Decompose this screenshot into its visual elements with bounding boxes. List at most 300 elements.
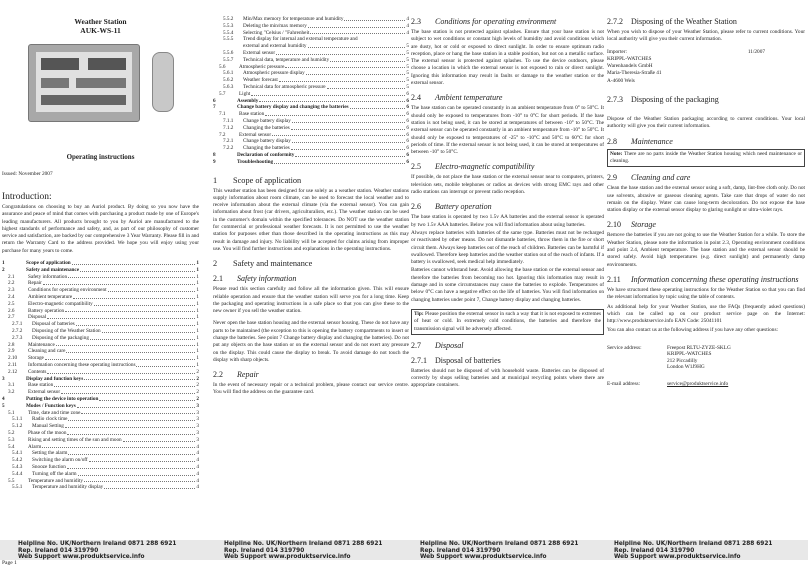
toc-number: 2.10	[8, 355, 18, 362]
toc-number: 2.1	[8, 273, 15, 280]
toc-page: 6	[406, 151, 409, 158]
toc-page: 6	[406, 124, 409, 131]
subsection-heading: 2.2 Repair	[213, 370, 259, 380]
paragraph: The base station is operated by two 1.5v AA batteries and the external sensor is operated by two 1.5v AAA batteries. Below you will find information about using batteries.	[411, 214, 604, 228]
toc-page: 4	[196, 477, 199, 484]
toc-leader	[61, 389, 195, 394]
address-line: Freepost RLTU-ZYZE-SKLG	[667, 344, 731, 351]
toc-leader	[68, 450, 195, 455]
toc-number: 5.2	[8, 430, 15, 436]
toc-label: Conditions for operating environment	[28, 287, 107, 294]
column-1	[2, 0, 199, 491]
toc-label: Troubleshooting	[237, 158, 274, 165]
column-4	[607, 0, 805, 387]
toc-leader	[104, 484, 195, 489]
toc-label: Disposing of the packaging	[32, 334, 89, 341]
toc-number: 5.5.1	[12, 484, 23, 491]
toc-label: Battery operation	[28, 307, 65, 314]
scope-text: This weather station has been designed for use solely as a weather station. Weather stations supply information about room climate, can be used to forecast the local weather and to receive information about the external climate (via the external sensor). You can gain information about frost (car drivers, agriculturalists, etc.). The weather station can be used in the customer's domain within the specified tolerances. Do NOT use the weather station for commercial or professional weather forecasts. It is not permitted to use the weather station for purposes other than those described in the operating instructions as this may result in damage and injury. No liability will be accepted for claims arising from improper use. You will find further instructions and explanations in the operating instructions.	[213, 187, 409, 252]
toc-page: 3	[196, 423, 199, 430]
toc-leader	[344, 16, 405, 21]
toc-number: 7	[213, 104, 216, 111]
toc-number: 5.4.4	[12, 470, 23, 477]
service-address: Service address: Freepost RLTU-ZYZE-SKLG KRIPPL-WATCHES 212 Piccadilly London W1J9HG	[607, 344, 731, 371]
toc-label: Setting the alarm	[32, 450, 68, 457]
intro-heading: Introduction:	[2, 192, 52, 202]
toc-label: Manual Setting	[32, 423, 64, 430]
toc-leader	[285, 64, 405, 69]
subsection-heading: 2.9 Cleaning and care	[607, 173, 691, 183]
toc-entry[interactable]	[213, 125, 409, 132]
toc-leader	[42, 444, 195, 449]
toc-number: 2.3	[8, 287, 15, 294]
toc-number: 5.1.2	[12, 423, 23, 430]
toc-leader	[84, 376, 195, 381]
toc-number: 1	[2, 260, 5, 267]
toc-leader	[78, 471, 196, 476]
toc-entry[interactable]	[2, 369, 199, 376]
toc-entry[interactable]	[2, 260, 199, 267]
toc-leader	[67, 464, 196, 469]
toc-page: 4	[406, 29, 409, 36]
toc-label: Repair	[28, 280, 42, 287]
subsection-heading: 2.6 Battery operation	[411, 202, 492, 212]
toc-entry[interactable]	[2, 410, 199, 417]
toc-leader	[67, 430, 195, 435]
toc-entry[interactable]	[2, 308, 199, 315]
toc-page: 1	[196, 362, 199, 369]
toc-number: 3	[2, 375, 5, 382]
toc-page: 5	[406, 56, 409, 63]
address-line: KRIPPL-WATCHES	[667, 351, 712, 358]
toc-number: 5.6.3	[223, 83, 234, 90]
address-line: A-4600 Wels	[607, 77, 635, 84]
toc-leader	[72, 260, 196, 265]
toc-label: Light	[239, 90, 251, 97]
toc-label: Declaration of conformity	[237, 151, 295, 158]
toc-entry[interactable]	[213, 104, 409, 111]
toc-number: 5.5.5	[223, 36, 234, 43]
toc-page: 1	[196, 314, 199, 321]
footer-block: Helpline No. UK/Northern Ireland 0871 288 6921 Rep. Ireland 014 319790 Web Support www.produktservice.info	[224, 541, 383, 560]
toc-leader	[123, 437, 196, 442]
toc-number: 7.1	[219, 111, 226, 118]
page-number: Page 1	[2, 560, 17, 566]
toc-number: 7.2.2	[223, 145, 234, 152]
toc-number: 5.5	[8, 477, 15, 484]
toc-page: 3	[196, 409, 199, 416]
toc-label: Information concerning these operating instructions	[28, 362, 136, 369]
toc-page: 1	[196, 341, 199, 348]
toc-leader	[292, 138, 406, 143]
toc-label: Storage	[28, 355, 44, 362]
toc-entry[interactable]	[213, 152, 409, 159]
toc-leader	[47, 369, 195, 374]
toc-number: 5.5.3	[223, 22, 234, 29]
toc-label: Atmospheric pressure	[239, 63, 285, 70]
base-station-image	[28, 44, 140, 122]
toc-leader	[68, 416, 195, 421]
toc-number: 2.4	[8, 294, 15, 301]
toc-entry[interactable]	[2, 457, 199, 464]
subsection-heading: 2.7.2 Disposing of the Weather Station	[607, 17, 737, 26]
toc-entry[interactable]	[213, 57, 409, 64]
toc-page: 1	[196, 348, 199, 355]
toc-page: 6	[406, 138, 409, 145]
toc-entry[interactable]	[213, 145, 409, 152]
toc-page: 5	[406, 63, 409, 70]
toc-leader	[77, 403, 196, 408]
note-box: Note: There are no parts inside the Weather Station housing which need maintenance or cleaning.	[607, 149, 805, 168]
toc-entry[interactable]	[2, 287, 199, 294]
toc-leader	[274, 159, 405, 164]
table-of-contents-continued	[213, 16, 409, 166]
toc-label: Base station	[28, 382, 54, 389]
toc-label: Alarm	[28, 443, 42, 450]
toc-number: 4	[2, 396, 5, 403]
toc-entry[interactable]	[213, 77, 409, 84]
toc-label: Cleaning and care	[28, 348, 66, 355]
toc-page: 3	[196, 436, 199, 443]
toc-leader	[89, 457, 196, 462]
paragraph: In the event of necessary repair or a technical problem, please contact our service centre. You will find the address on the guarantee card.	[213, 382, 409, 396]
footer-bar	[0, 540, 808, 560]
toc-leader	[292, 118, 406, 123]
toc-number: 5.4.1	[12, 450, 23, 457]
paragraph: Dispose of the Weather Station packaging according to current conditions. Your local authority will give you their current information.	[607, 116, 805, 130]
toc-page: 6	[406, 145, 409, 152]
toc-leader	[54, 382, 195, 387]
table-of-contents	[2, 260, 199, 491]
toc-leader	[73, 294, 195, 299]
toc-entry[interactable]	[2, 342, 199, 349]
toc-number: 2.2	[8, 280, 15, 287]
toc-number: 7.2	[219, 131, 226, 138]
toc-number: 2	[2, 266, 5, 273]
toc-label: Change battery display and changing the batteries	[237, 104, 349, 111]
toc-entry[interactable]	[2, 416, 199, 423]
toc-label: External sensor	[243, 49, 276, 56]
address-line: Warenhandels GmbH	[607, 63, 653, 70]
toc-label: Temperature and humidity display	[32, 484, 104, 491]
toc-leader	[65, 423, 196, 428]
tip-box: Tip: Please position the external sensor in such a way that it is not exposed to extremes of heat or cold. In extremely cold conditions, the batteries and therefore the transmission signal will be adversely affected.	[411, 309, 604, 335]
column-3	[411, 0, 604, 395]
toc-number: 2.12	[8, 368, 18, 375]
toc-entry[interactable]	[2, 396, 199, 403]
toc-label: Disposal	[28, 314, 47, 321]
section-heading: 1 Scope of application	[213, 175, 302, 185]
toc-label: Ambient temperature	[28, 294, 73, 301]
web-support-link[interactable]: Web Support www.produktservice.info	[614, 554, 741, 560]
toc-page: 5	[406, 43, 409, 50]
toc-page: 1	[196, 328, 199, 335]
paragraph: As additional help for your Weather Station, use the FAQs (frequently asked questions) which can be called up on our product service page on the Internet: http://www.produktservice.info EAN Code: 25041101	[607, 303, 805, 325]
subsection-heading: 2.4 Ambient temperature	[411, 93, 503, 103]
toc-label: Contents	[28, 368, 47, 375]
toc-leader	[295, 152, 405, 157]
toc-number: 5.4.2	[12, 457, 23, 464]
toc-entry[interactable]	[2, 437, 199, 444]
web-support-link[interactable]: Web Support www.produktservice.info	[224, 554, 351, 560]
toc-entry[interactable]	[213, 111, 409, 118]
toc-number: 5.5.6	[223, 49, 234, 56]
toc-number: 2.11	[8, 362, 17, 369]
toc-label: Scope of application	[26, 260, 71, 267]
toc-page: 4	[196, 450, 199, 457]
toc-entry[interactable]	[2, 294, 199, 301]
toc-page: 2	[196, 389, 199, 396]
toc-label: External sensor	[239, 131, 272, 138]
paragraph: Clean the base station and the external sensor using a soft, damp, lint-free cloth only. Do not use solvents, abrasive or gaseous cleaning agents. Take care that drops of water do not remain on the display. Water can cause long-term decoloration. Do not expose the base station display or the external sensor display to glaring sunlight or ultra-violet rays.	[607, 185, 805, 214]
toc-label: Weather forecast	[243, 77, 278, 84]
product-image	[2, 37, 199, 125]
paragraph: If possible, do not place the base station or the external sensor near to computers, printers, television sets, mobile telephones or radios as devices with strong EMC rays and other radio stations can interrupt or prevent radio reception.	[411, 174, 604, 196]
toc-entry[interactable]	[2, 348, 199, 355]
toc-label: Turning off the alarm	[32, 470, 77, 477]
toc-entry[interactable]	[213, 50, 409, 57]
intro-text: Congratulations on choosing to buy an Auriol product. By doing so you now have the assurance and peace of mind that comes with purchasing a product made by one of Europe's leading manufacturers. All products brought to you by Auriol are manufactured to the highest standards of performance and safety, and, as part of our philosophy of customer service and satisfaction, are backed by our comprehensive 3 Year Warranty. Please fill in and return the Warranty Card to the address provided. We hope you will enjoy using your purchase for many years to come.	[2, 204, 199, 254]
address-line: London W1J9HG	[667, 364, 705, 371]
toc-page: 1	[196, 266, 199, 273]
toc-entry[interactable]	[2, 274, 199, 281]
toc-page: 3	[196, 416, 199, 423]
importer-block: Importer: 11/2007 KRIPPL-WATCHES Warenhandels GmbH Maria-Theresia-Straße 41 A-4600 Wels	[607, 49, 805, 85]
toc-number: 5.5.2	[223, 16, 234, 22]
toc-entry[interactable]	[2, 403, 199, 410]
email-address: E-mail address: service@produktservice.info	[607, 380, 729, 387]
toc-page: 4	[406, 22, 409, 29]
email-link[interactable]: service@produktservice.info	[667, 380, 729, 387]
subsection-heading: 2.8 Maintenance	[607, 136, 673, 146]
toc-number: 2.7.3	[12, 334, 23, 341]
toc-label: Time, date and time zone	[28, 409, 81, 416]
toc-page: 1	[196, 300, 199, 307]
toc-leader	[102, 328, 196, 333]
toc-label: Changing the batteries	[243, 145, 290, 152]
address-line: 212 Piccadilly	[667, 357, 698, 364]
toc-page: 4	[406, 16, 409, 22]
toc-page: 1	[196, 321, 199, 328]
toc-entry[interactable]	[2, 471, 199, 478]
toc-number: 5.6	[219, 63, 226, 70]
toc-entry[interactable]	[2, 382, 199, 389]
operating-instructions-title: Operating instructions	[66, 153, 135, 161]
toc-number: 5.5.7	[223, 56, 234, 63]
toc-label: Putting the device into operation	[26, 396, 99, 403]
subsection-heading: 2.1 Safety information	[213, 274, 297, 284]
toc-page: 5	[406, 77, 409, 84]
toc-label: Base station	[239, 111, 265, 118]
footer-block: Helpline No. UK/Northern Ireland 0871 288 6921 Rep. Ireland 014 319790 Web Support www.produktservice.info	[420, 541, 579, 560]
toc-entry[interactable]	[213, 138, 409, 145]
subsection-heading: 2.3 Conditions for operating environment	[411, 17, 557, 26]
paragraph: You can also contact us at the following address if you have any other questions:	[607, 327, 778, 334]
paragraph: The base station is not protected against splashes. Ensure that your base station is not subject to wet conditions or constant high levels of humidity and avoid conditions which are dusty, hot or cold or exposed to direct sunlight. In order to ensure optimum radio reception, place or hang the base station in a stable position, but not on a metallic surface. The external sensor is protected against splashes. To use the device outdoors, please choose a location in which the external sensor is not exposed to rain or direct sunlight. Ignoring this information may result in faults or damage to the weather station or the external sensor.	[411, 29, 604, 87]
toc-leader	[81, 410, 195, 415]
toc-page: 4	[196, 470, 199, 477]
toc-leader	[56, 342, 196, 347]
toc-page: 3	[196, 402, 199, 409]
toc-page: 6	[406, 111, 409, 118]
toc-label: Disposing of the Weather Station	[32, 328, 101, 335]
toc-entry[interactable]	[213, 23, 409, 30]
toc-page: 6	[406, 117, 409, 124]
toc-entry[interactable]	[213, 132, 409, 139]
toc-label: external and external humidity	[243, 43, 307, 50]
toc-number: 5.4	[8, 443, 15, 450]
toc-leader	[308, 23, 406, 28]
toc-leader	[76, 321, 196, 326]
subsection-heading: 2.7 Disposal	[411, 340, 464, 350]
toc-leader	[306, 70, 406, 75]
paragraph: Batteries should not be disposed of with household waste. Batteries can be disposed of correctly by shops selling batteries and at municipal recycling points where there are appropriate containers.	[411, 367, 604, 389]
toc-number: 5.6.2	[223, 77, 234, 84]
toc-label: Min/Max memory for temperature and humidity	[243, 16, 344, 22]
toc-page: 5	[406, 70, 409, 77]
subsection-heading: 2.7.1 Disposal of batteries	[411, 355, 501, 365]
toc-entry[interactable]	[2, 328, 199, 335]
toc-page: 1	[196, 307, 199, 314]
toc-entry[interactable]	[2, 355, 199, 362]
footer-block: Helpline No. UK/Northern Ireland 0871 288 6921 Rep. Ireland 014 319790 Web Support www.produktservice.info	[614, 541, 773, 560]
toc-entry[interactable]	[213, 16, 409, 23]
toc-leader	[80, 267, 195, 272]
toc-entry[interactable]	[2, 430, 199, 437]
toc-label: Switching the alarm on/off	[32, 457, 88, 464]
toc-number	[223, 43, 243, 50]
toc-entry[interactable]	[2, 478, 199, 485]
toc-number: 2.9	[8, 348, 15, 355]
toc-page: 1	[196, 273, 199, 280]
toc-number: 2.5	[8, 300, 15, 307]
toc-number: 6	[213, 97, 216, 104]
toc-leader	[310, 30, 405, 35]
subsection-heading: 2.11 Information concerning these operating instructions	[607, 274, 799, 284]
toc-leader	[66, 348, 195, 353]
toc-page: 5	[406, 49, 409, 56]
toc-leader	[265, 111, 405, 116]
toc-label: External sensor	[28, 389, 61, 396]
toc-number: 7.2.1	[223, 138, 234, 145]
toc-entry[interactable]	[213, 36, 409, 43]
paragraph: When you wish to dispose of your Weather Station, please refer to current conditions. Your local authority will give you their current information.	[607, 29, 805, 43]
toc-label: Modes / Function keys	[26, 402, 76, 409]
toc-number: 2.7	[8, 314, 15, 321]
toc-number: 5.1	[8, 409, 15, 416]
toc-entry[interactable]	[2, 464, 199, 471]
toc-page: 6	[406, 104, 409, 111]
toc-leader	[99, 396, 195, 401]
toc-label: Radio clock time	[32, 416, 68, 423]
toc-entry[interactable]	[213, 118, 409, 125]
toc-label: Display and function keys	[26, 375, 84, 382]
address-line: Maria-Theresia-Straße 41	[607, 70, 662, 77]
toc-entry[interactable]	[213, 64, 409, 71]
toc-number: 7.1.1	[223, 117, 234, 124]
subsection-heading: 2.10 Storage	[607, 220, 656, 230]
toc-leader	[291, 125, 406, 130]
toc-leader	[94, 301, 196, 306]
toc-entry[interactable]	[2, 389, 199, 396]
toc-page: 1	[196, 355, 199, 362]
toc-entry[interactable]	[2, 301, 199, 308]
toc-number: 3.2	[8, 389, 15, 396]
toc-number: 8	[213, 151, 216, 158]
toc-entry[interactable]	[2, 267, 199, 274]
address-line: KRIPPL-WATCHES	[607, 55, 652, 62]
toc-page: 2	[196, 396, 199, 403]
toc-leader	[47, 314, 195, 319]
toc-entry[interactable]	[213, 159, 409, 166]
toc-page: 1	[196, 294, 199, 301]
toc-entry[interactable]	[213, 43, 409, 50]
toc-number: 9	[213, 158, 216, 165]
toc-leader	[84, 478, 195, 483]
toc-number: 5.4.3	[12, 463, 23, 470]
toc-entry[interactable]	[213, 98, 409, 105]
paragraph: Batteries cannot withstand heat. Avoid allowing the base station or the external sensor and therefore the batteries from becoming too hot. Ignoring this information may result in damage and in some circumstances may cause the batteries to explode. Temperatures of below 0°C can have a negative effect on the life of batteries. You will find information on changing batteries under point 7, Change battery display and changing batteries.	[411, 267, 604, 303]
toc-page: 4	[196, 484, 199, 491]
toc-page: 6	[406, 90, 409, 97]
toc-page: 1	[196, 280, 199, 287]
toc-number: 2.6	[8, 307, 15, 314]
toc-label: Assembly	[237, 97, 259, 104]
toc-entry[interactable]	[2, 484, 199, 491]
section-heading: 2 Safety and maintenance	[213, 259, 313, 269]
toc-leader	[43, 280, 196, 285]
toc-page: 6	[406, 131, 409, 138]
toc-leader	[136, 362, 195, 367]
toc-leader	[90, 335, 195, 340]
toc-entry[interactable]	[2, 362, 199, 369]
toc-label: Phase of the moon	[28, 430, 67, 436]
toc-label: Trend display for internal and external temperature and	[243, 36, 358, 43]
toc-entry[interactable]	[213, 84, 409, 91]
toc-label: Change battery display	[243, 138, 291, 145]
toc-label: Technical data, temperature and humidity	[243, 56, 330, 63]
toc-leader	[65, 308, 195, 313]
toc-leader	[291, 145, 406, 150]
toc-number: 2.8	[8, 341, 15, 348]
web-support-link[interactable]: Web Support www.produktservice.info	[18, 554, 145, 560]
toc-label: Changing the batteries	[243, 124, 290, 131]
toc-entry[interactable]	[2, 423, 199, 430]
toc-page: 2	[196, 368, 199, 375]
toc-leader	[68, 274, 195, 279]
paragraph: Never open the base station housing and the external sensor housing. These do not have any parts to be maintained (the exception to this is opening the battery compartments to insert or change the batteries. See point 7 Change battery display and changing the batteries). Do not put any objects on the base station or on the external sensor and do not exert any pressure on the display. This could cause the display to break. To avoid damage do not touch the display with sharp objects.	[213, 320, 409, 363]
toc-label: Snooze function	[32, 463, 66, 470]
toc-label: Deleting the min/max memory	[243, 22, 307, 29]
subsection-heading: 2.5 Electro-magnetic compatibility	[411, 162, 535, 172]
toc-label: Disposal of batteries	[32, 321, 75, 328]
toc-number: 3.1	[8, 382, 15, 389]
paragraph: The base station can be operated constantly in an ambient temperature from 0° to 50°C. It should only be exposed to temperatures from -10° to 0°C for short periods. If the base station is not being used, it can be stored at temperatures of between -10° to 50°C. The external sensor can be operated constantly in an ambient temperature from -10° to 50°C. It should only be exposed to temperatures of -25° to -10°C and 50°C to 60°C for short periods of time. If the external sensor is not being used, it can be stored at temperatures of between -10° to 50°C.	[411, 105, 604, 156]
toc-leader	[259, 98, 405, 103]
toc-leader	[279, 77, 406, 82]
toc-number: 2.7.1	[12, 321, 23, 328]
toc-entry[interactable]	[2, 444, 199, 451]
web-support-link[interactable]: Web Support www.produktservice.info	[420, 554, 547, 560]
toc-entry[interactable]	[2, 376, 199, 383]
toc-label: Safety and maintenance	[26, 266, 80, 273]
toc-entry[interactable]	[213, 91, 409, 98]
toc-leader	[251, 91, 405, 96]
toc-number: 5.7	[219, 90, 226, 97]
paragraph: Always replace batteries with batteries of the same type. Batteries must not be recharged or reactivated by other means. Do not dismantle batteries, throw them in the fire or short circuit them. Always keep batteries out of the reach of children. Batteries can be harmful if swallowed. Therefore keep batteries and the weather station out of the reach of infants. If a battery is swallowed, seek medical help immediately.	[411, 229, 604, 266]
toc-page: 3	[196, 430, 199, 436]
toc-entry[interactable]	[2, 335, 199, 342]
